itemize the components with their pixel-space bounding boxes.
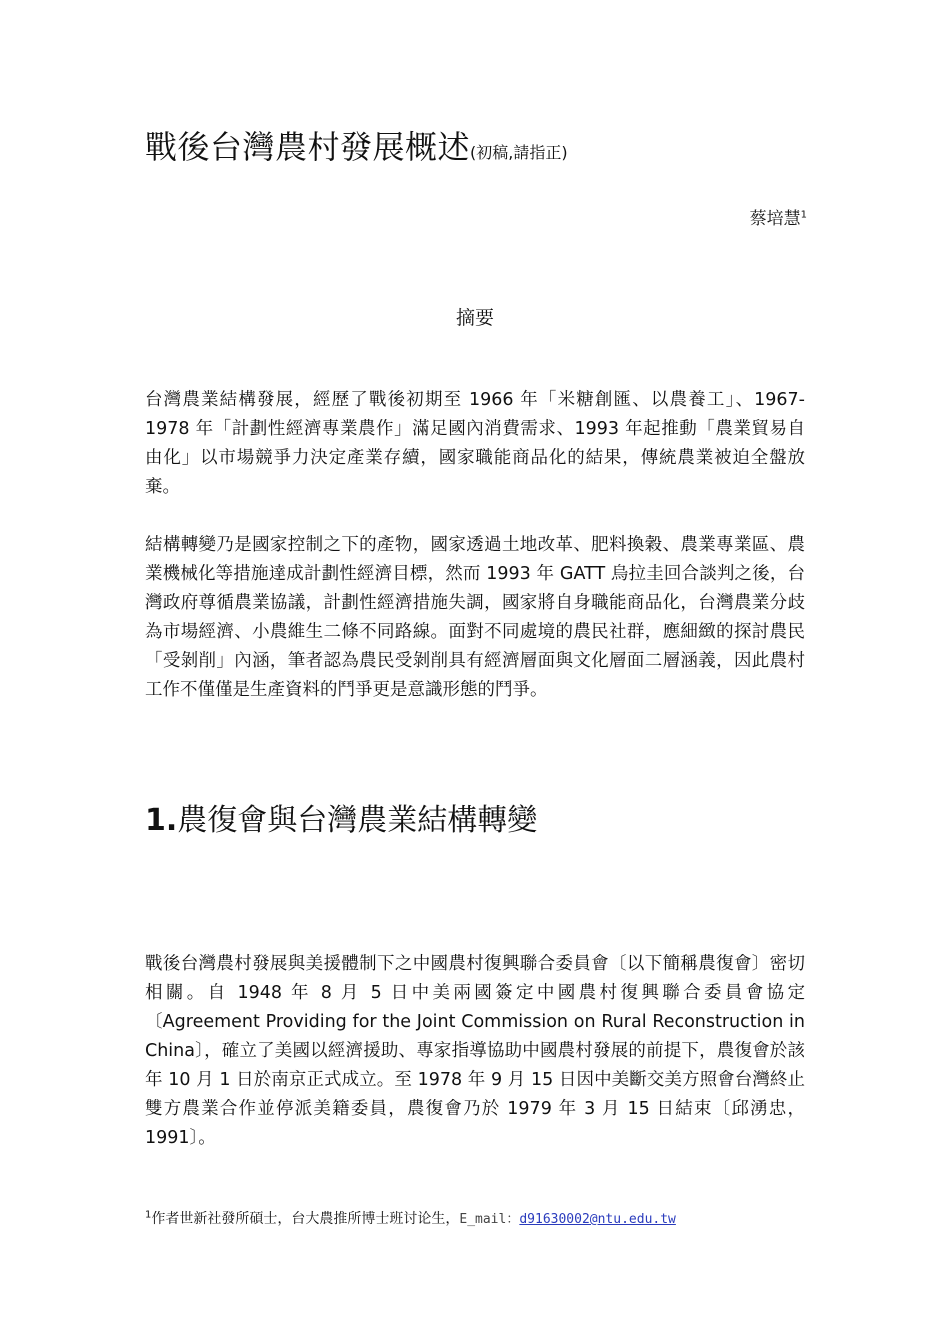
- author-footnote-mark[interactable]: 1: [800, 209, 807, 221]
- author-line: [750, 204, 807, 229]
- footnote-mark: 1: [145, 1209, 152, 1221]
- author-name: 蔡培慧: [749, 209, 801, 229]
- section-number: 1.: [145, 803, 178, 838]
- footnote-text: 作者世新社發所碩士，台大農推所博士班讨论生，: [151, 1211, 460, 1227]
- abstract-paragraph-2: 結構轉變乃是國家控制之下的產物，國家透過土地改革、肥料換穀、農業專業區、農業機械化等措施達成計劃性經濟目標，然而 1993 年 GATT 烏拉圭回合談判之後，台灣政府尊循農業協議，計劃性經濟措施失調，國家將自身職能商品化，台灣農業分歧為市場經濟、小農維生二條不同路線。面對不同處境的農民社群，應細緻的探討農民「受剝削」內涵，筆者認為農民受剝削具有經濟層面與文化層面二層涵義，因此農村工作不僅僅是生產資料的鬥爭更是意識形態的鬥爭。: [145, 535, 805, 700]
- abstract-paragraph-1: 台灣農業結構發展，經歷了戰後初期至 1966 年「米糖創匯、以農養工」、1967-1978 年「計劃性經濟專業農作」滿足國內消費需求、1993 年起推動「農業貿易自由化」以市場競爭力決定產業存續，國家職能商品化的結果，傳統農業被迫全盤放棄。: [145, 390, 805, 497]
- section-heading: [145, 795, 805, 839]
- footnote-email-label: E_mail：: [459, 1212, 520, 1227]
- document-title: [145, 122, 825, 168]
- title-main: 戰後台灣農村發展概述: [145, 128, 471, 166]
- title-draft-note: (初稿,請指正): [470, 143, 568, 162]
- body-paragraph-1: 戰後台灣農村發展與美援體制下之中國農村復興聯合委員會〔以下簡稱農復會〕密切相關。自 1948 年 8 月 5 日中美兩國簽定中國農村復興聯合委員會協定〔Agreement Providing for the Joint Commission on Rural Reconstruction in China〕，確立了美國以經濟援助、專家指導協助中國農村發展的前提下，農復會於該年 10 月 1 日於南京正式成立。至 1978 年 9 月 15 日因中美斷交美方照會台灣終止雙方農業合作並停派美籍委員，農復會乃於 1979 年 3 月 15 日結束〔邱湧忠，1991〕。: [145, 954, 805, 1148]
- section-title: 農復會與台灣農業結構轉變: [177, 803, 538, 838]
- abstract-heading: 摘要: [455, 307, 494, 329]
- author-email-link[interactable]: d91630002@ntu.edu.tw: [519, 1212, 676, 1227]
- footnote: [145, 1208, 825, 1228]
